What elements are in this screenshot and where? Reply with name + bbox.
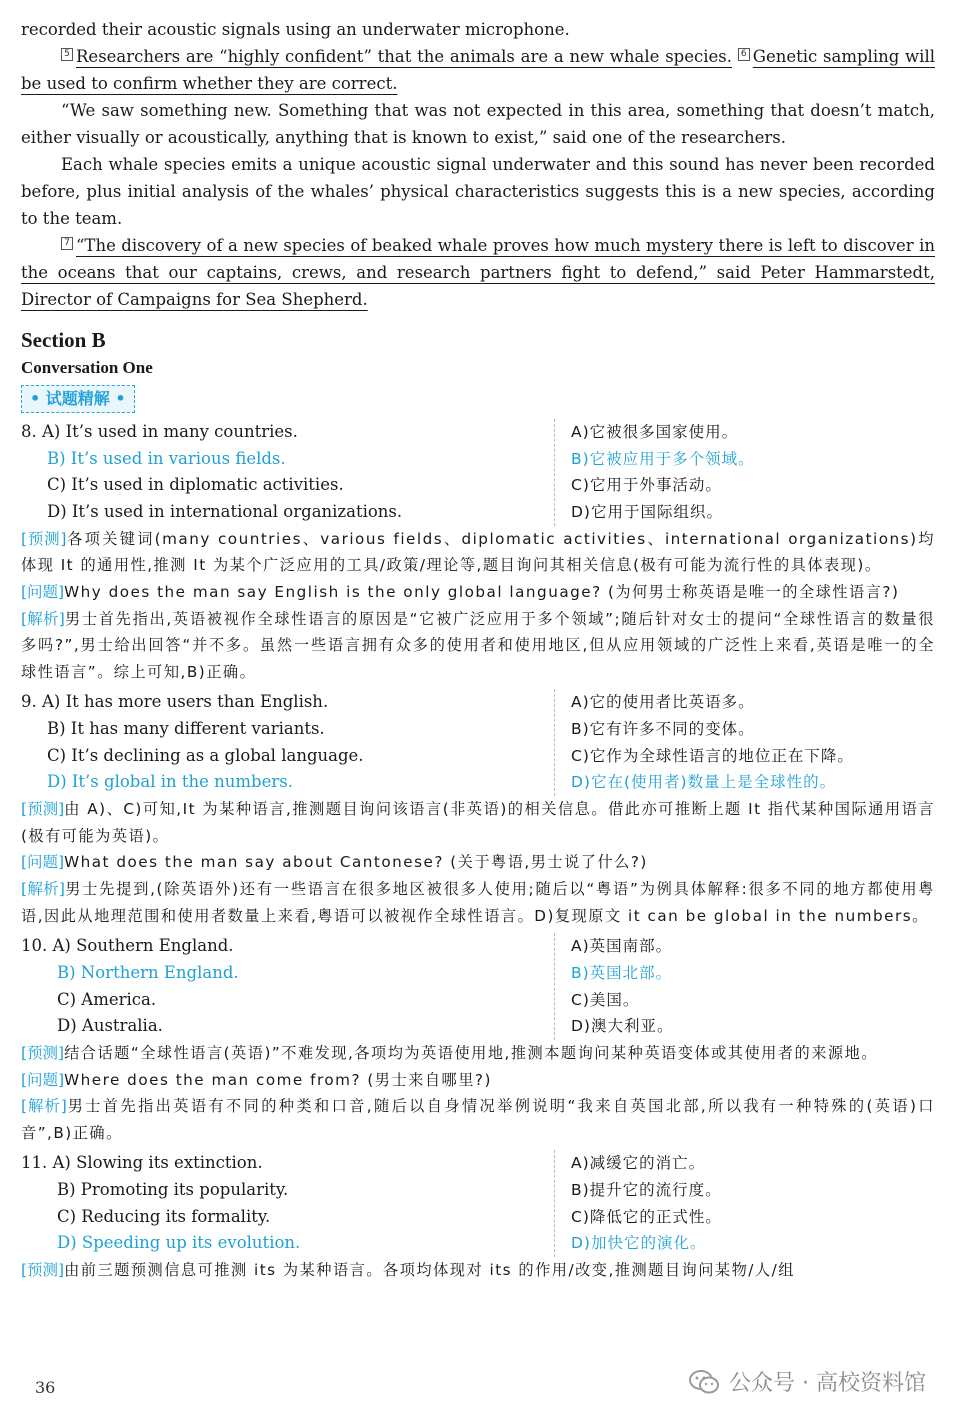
note-label: [预测] [21, 529, 67, 548]
options-chinese [555, 1150, 935, 1257]
analysis-note [21, 579, 935, 606]
option-cn: D)澳大利亚。 [571, 1017, 674, 1036]
option-cn: C)降低它的正式性。 [571, 1207, 722, 1226]
note-text: 由前三题预测信息可推测 its 为某种语言。各项均体现对 its 的作用/改变,推测题目询问某物/人/组 [64, 1261, 795, 1280]
note-text: What does the man say about Cantonese? (关于粤语,男士说了什么?) [64, 853, 648, 872]
passage-paragraph: Each whale species emits a unique acoustic signal underwater and this sound has never been recorded before, plus initial analysis of the whales’ physical characteristics suggests this is a new species, according to the team. [21, 155, 935, 228]
options-english [21, 1150, 555, 1257]
analysis-note [21, 849, 935, 876]
note-text: 由 A)、C)可知,It 为某种语言,推测题目询问该语言(非英语)的相关信息。借此亦可推断上题 It 指代某种国际通用语言(极有可能为英语)。 [21, 800, 935, 845]
option-en: 10. A) Southern England. [21, 936, 234, 956]
options-chinese [555, 419, 935, 526]
option-en: D) It’s used in international organizations. [47, 502, 403, 522]
question-options [21, 1150, 935, 1257]
underlined-sentence-7: “The discovery of a new species of beaked whale proves how much mystery there is left to discover in the oceans that our captains, crews, and research partners fight to defend,” said Peter Hammarstedt, Director of Campaigns for Sea Shepherd. [21, 236, 935, 309]
analysis-note [21, 606, 935, 686]
option-en: B) It has many different variants. [47, 719, 325, 739]
underlined-sentence-6: Genetic sampling will be used to confirm whether they are correct. [21, 47, 936, 93]
option-en: 8. A) It’s used in many countries. [21, 422, 298, 441]
option-cn: C)它用于外事活动。 [571, 476, 722, 495]
option-en-answer: B) It’s used in various fields. [47, 448, 286, 468]
sentence-marker-5: 5 [61, 48, 73, 61]
option-en-answer: B) Northern England. [57, 962, 239, 982]
question-options [21, 933, 935, 1040]
option-cn: A)减缓它的消亡。 [571, 1154, 706, 1173]
option-en: 11. A) Slowing its extinction. [21, 1153, 263, 1173]
note-label: [问题] [21, 853, 65, 872]
note-label: [问题] [21, 1070, 65, 1089]
passage-paragraph-5-6 [21, 43, 935, 97]
note-label: [问题] [21, 583, 65, 601]
option-en-answer: D) Speeding up its evolution. [57, 1233, 301, 1253]
question-block [21, 1150, 935, 1283]
watermark-text: 公众号 · 高校资料馆 [729, 1371, 926, 1396]
sentence-marker-6: 6 [738, 48, 750, 61]
analysis-tag: • 试题精解 • [21, 385, 135, 413]
option-cn: B)提升它的流行度。 [571, 1181, 722, 1200]
wechat-icon [689, 1369, 719, 1395]
passage-paragraph-7 [21, 232, 935, 313]
option-cn: D)它用于国际组织。 [571, 503, 723, 522]
note-label: [预测] [21, 1261, 65, 1280]
note-label: [预测] [21, 1043, 65, 1062]
question-options [21, 419, 935, 526]
options-chinese [555, 689, 935, 796]
watermark [689, 1366, 926, 1397]
option-cn: C)美国。 [571, 990, 640, 1009]
document-page [21, 16, 935, 1288]
question-block [21, 419, 935, 685]
note-label: [预测] [21, 800, 65, 819]
option-cn: C)它作为全球性语言的地位正在下降。 [571, 746, 854, 765]
note-text: Why does the man say English is the only global language? (为何男士称英语是唯一的全球性语言?) [64, 583, 900, 601]
option-en: C) Reducing its formality. [57, 1206, 271, 1226]
underlined-sentence-5: Researchers are “highly confident” that the animals are a new whale species. [76, 47, 732, 66]
conversation-title: Conversation One [21, 358, 153, 377]
analysis-note [21, 876, 935, 929]
analysis-note [21, 796, 935, 849]
options-english [21, 689, 555, 796]
question-block [21, 689, 935, 929]
note-text: 男士首先指出,英语被视作全球性语言的原因是“它被广泛应用于多个领域”;随后针对女士的提问“全球性语言的数量很多吗?”,男士给出回答“并不多。虽然一些语言拥有众多的使用者和使用地区,但从应用领域的广泛性上来看,英语是唯一的全球性语言”。综上可知,B)正确。 [21, 609, 935, 681]
question-list [21, 419, 935, 1284]
passage-paragraph: “We saw something new. Something that was not expected in this area, something that doesn’t match, either visually or acoustically, anything that is known to exist,” said one of the researchers. [21, 101, 935, 147]
section-title: Section B [21, 328, 106, 352]
option-cn: A)英国南部。 [571, 937, 673, 956]
analysis-note [21, 1257, 935, 1284]
option-en-answer: D) It’s global in the numbers. [47, 772, 293, 792]
options-english [21, 933, 555, 1040]
analysis-note [21, 1040, 935, 1067]
note-label: [解析] [21, 609, 65, 628]
options-chinese [555, 933, 935, 1040]
option-en: C) America. [57, 989, 157, 1009]
option-en: D) Australia. [57, 1016, 163, 1036]
option-en: C) It’s used in diplomatic activities. [47, 475, 344, 495]
analysis-note [21, 1067, 935, 1094]
note-text: 结合话题“全球性语言(英语)”不难发现,各项均为英语使用地,推测本题询问某种英语变体或其使用者的来源地。 [64, 1043, 878, 1062]
page-number: 36 [35, 1378, 56, 1397]
note-text: 各项关键词(many countries、various fields、diplomatic activities、international organizations)均体现 It 的通用性,推测 It 为某个广泛应用的工具/政策/理论等,题目询问其相关信息(极有可能为流行性的具体表现)。 [21, 529, 935, 575]
question-block [21, 933, 935, 1146]
analysis-note [21, 1093, 935, 1146]
option-cn: A)它的使用者比英语多。 [571, 693, 755, 712]
analysis-note [21, 526, 935, 579]
option-cn: A)它被很多国家使用。 [571, 423, 739, 441]
option-en: C) It’s declining as a global language. [47, 745, 364, 765]
passage-line: recorded their acoustic signals using an underwater microphone. [21, 20, 570, 39]
note-label: [解析] [21, 1097, 67, 1116]
option-cn-answer: B)它被应用于多个领域。 [571, 449, 755, 468]
option-cn-answer: B)英国北部。 [571, 963, 673, 982]
option-en: B) Promoting its popularity. [57, 1180, 289, 1200]
options-english [21, 419, 555, 526]
note-label: [解析] [21, 879, 65, 898]
note-text: 男士先提到,(除英语外)还有一些语言在很多地区被很多人使用;随后以“粤语”为例具体解释:很多不同的地方都使用粤语,因此从地理范围和使用者数量上来看,粤语可以被视作全球性语言。D)复现原文 it can be global in the numbers。 [21, 879, 935, 925]
sentence-marker-7: 7 [61, 237, 73, 250]
option-cn-answer: D)加快它的演化。 [571, 1234, 707, 1253]
note-text: Where does the man come from? (男士来自哪里?) [64, 1070, 492, 1089]
option-cn-answer: D)它在(使用者)数量上是全球性的。 [571, 773, 837, 792]
note-text: 男士首先指出英语有不同的种类和口音,随后以自身情况举例说明“我来自英国北部,所以我有一种特殊的(英语)口音”,B)正确。 [21, 1097, 935, 1142]
option-cn: B)它有许多不同的变体。 [571, 720, 755, 739]
option-en: 9. A) It has more users than English. [21, 692, 329, 712]
question-options [21, 689, 935, 796]
